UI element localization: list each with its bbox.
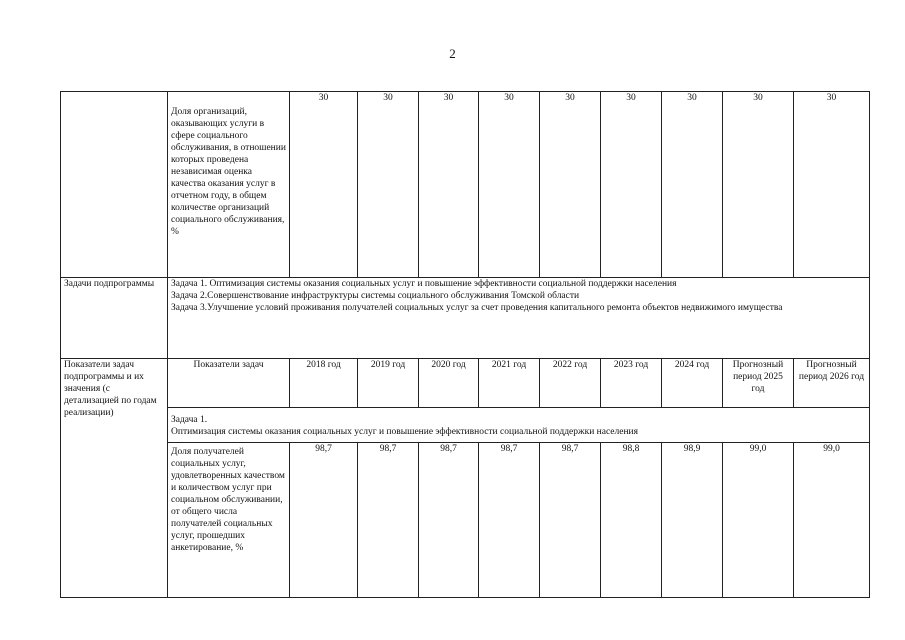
value-cell: 30 (290, 92, 358, 278)
empty-label-cell (61, 92, 168, 278)
column-header-forecast-2026: Прогнозный период 2026 год (794, 359, 870, 408)
indicator-quality-assessment: Доля организаций, оказывающих услуги в сфере социального обслуживания, в отношении которых проведена независимая оценка качества оказания услуг в отчетном году, в общем количестве организаций социального обслуживания, % (168, 92, 290, 278)
task-item: Задача 2.Совершенствование инфраструктуры системы социального обслуживания Томской области (171, 291, 580, 301)
column-header-year: 2023 год (601, 359, 662, 408)
value-cell: 30 (601, 92, 662, 278)
column-header-year: 2022 год (540, 359, 601, 408)
value-cell: 99,0 (794, 443, 870, 598)
table-row (61, 278, 870, 359)
value-cell: 98,9 (662, 443, 723, 598)
value-cell: 30 (794, 92, 870, 278)
task-item: Задача 3.Улучшение условий проживания получателей социальных услуг за счет проведения капитального ремонта объектов недвижимого имущества (171, 303, 783, 313)
value-cell: 30 (723, 92, 794, 278)
table-row (61, 443, 870, 598)
task1-text: Оптимизация системы оказания социальных услуг и повышение эффективности социальной поддержки населения (171, 427, 638, 437)
column-header-year: 2021 год (479, 359, 540, 408)
value-cell: 98,8 (601, 443, 662, 598)
value-cell: 30 (358, 92, 419, 278)
value-cell: 98,7 (540, 443, 601, 598)
value-cell: 30 (419, 92, 479, 278)
column-header-year: 2019 год (358, 359, 419, 408)
value-cell: 30 (662, 92, 723, 278)
value-cell: 98,7 (479, 443, 540, 598)
value-cell: 98,7 (290, 443, 358, 598)
page-number: 2 (449, 46, 456, 61)
column-header-indicators: Показатели задач (168, 359, 290, 408)
value-cell: 98,7 (358, 443, 419, 598)
value-cell: 30 (479, 92, 540, 278)
indicator-satisfaction: Доля получателей социальных услуг, удовлетворенных качеством и количеством услуг при социальном обслуживании, от общего числа получателей социальных услуг, прошедших анкетирование, % (168, 443, 290, 598)
column-header-year: 2024 год (662, 359, 723, 408)
column-header-forecast-2025: Прогнозный период 2025 год (723, 359, 794, 408)
table-row (61, 408, 870, 443)
task1-heading-cell (168, 408, 870, 443)
tasks-list (168, 278, 870, 359)
value-cell: 30 (540, 92, 601, 278)
table-row (61, 92, 870, 278)
value-cell: 99,0 (723, 443, 794, 598)
subprogram-table (60, 91, 870, 598)
value-cell: 98,7 (419, 443, 479, 598)
table-header-row (61, 359, 870, 408)
column-header-year: 2020 год (419, 359, 479, 408)
task-item: Задача 1. Оптимизация системы оказания социальных услуг и повышение эффективности социальной поддержки населения (171, 279, 677, 289)
tasks-label: Задачи подпрограммы (61, 278, 168, 359)
column-header-year: 2018 год (290, 359, 358, 408)
task1-heading: Задача 1. (171, 415, 208, 425)
indicators-label: Показатели задач подпрограммы и их значения (с детализацией по годам реализации) (61, 359, 168, 598)
